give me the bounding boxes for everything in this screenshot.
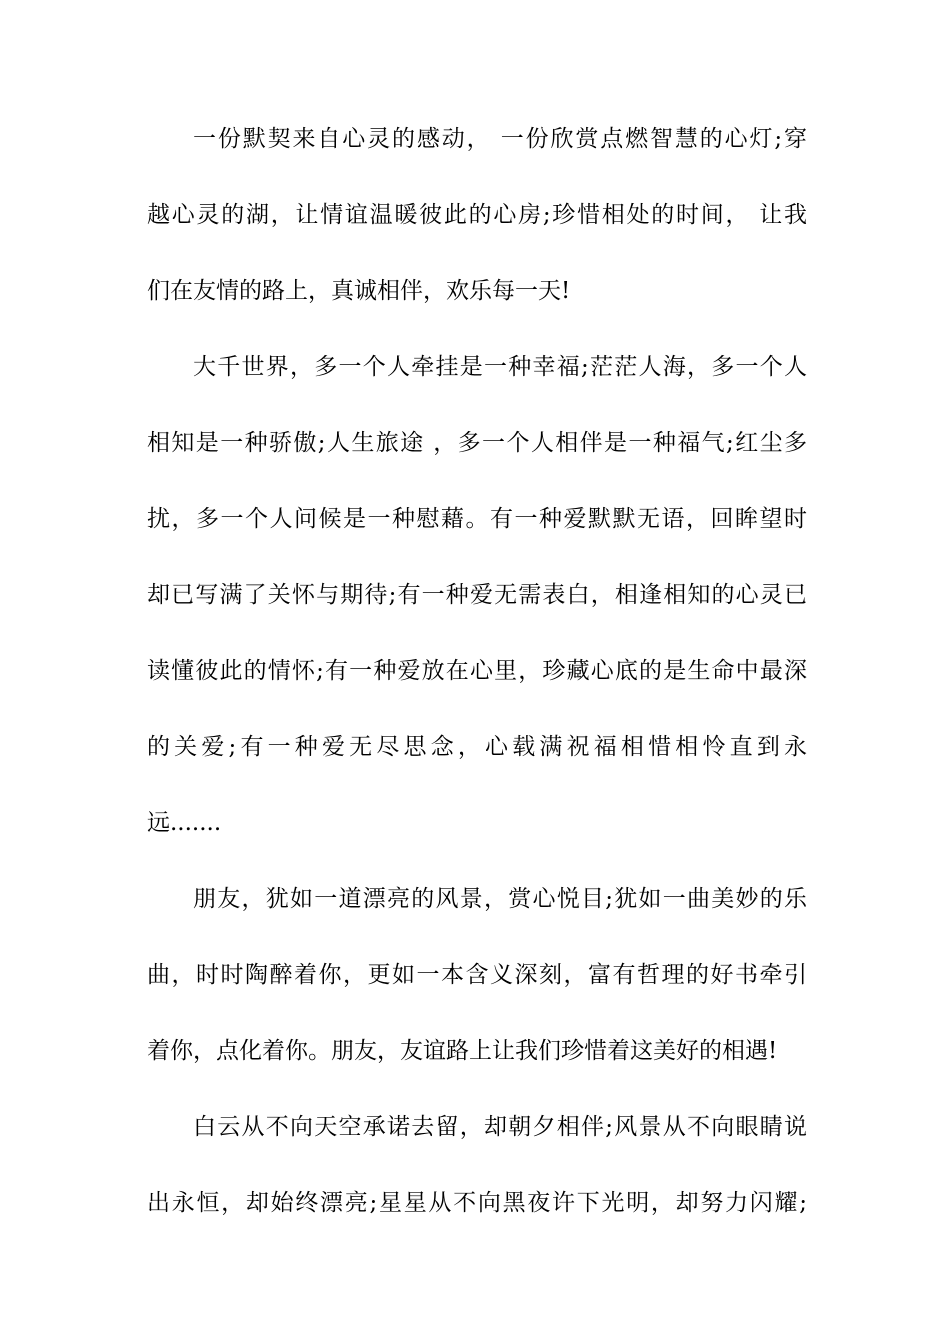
paragraph-2-line-2: 相知是一种骄傲;人生旅途 ，多一个人相伴是一种福气;红尘多 [147,430,807,456]
paragraph-2-line-6: 的关爱;有一种爱无尽思念，心载满祝福相惜相怜直到永 [147,734,807,760]
paragraph-2-line-4: 却已写满了关怀与期待;有一种爱无需表白，相逢相知的心灵已 [147,582,807,608]
paragraph-4-line-2: 出永恒，却始终漂亮;星星从不向黑夜许下光明，却努力闪耀; [147,1190,807,1216]
document-body [147,126,807,1266]
paragraph-1-line-1: 一份默契来自心灵的感动， 一份欣赏点燃智慧的心灯;穿 [193,126,807,152]
paragraph-3-line-1: 朋友，犹如一道漂亮的风景，赏心悦目;犹如一曲美妙的乐 [193,886,807,912]
paragraph-1-line-2: 越心灵的湖，让情谊温暖彼此的心房;珍惜相处的时间， 让我 [147,202,807,228]
paragraph-2-line-1: 大千世界，多一个人牵挂是一种幸福;茫茫人海，多一个人 [193,354,807,380]
paragraph-4-line-1: 白云从不向天空承诺去留，却朝夕相伴;风景从不向眼睛说 [193,1114,807,1140]
paragraph-2-line-5: 读懂彼此的情怀;有一种爱放在心里，珍藏心底的是生命中最深 [147,658,807,684]
paragraph-2-line-3: 扰，多一个人问候是一种慰藉。有一种爱默默无语，回眸望时 [147,506,807,532]
paragraph-2-line-7: 远....... [147,810,222,836]
paragraph-1-line-3: 们在友情的路上，真诚相伴，欢乐每一天! [147,278,571,304]
paragraph-3-line-2: 曲，时时陶醉着你，更如一本含义深刻，富有哲理的好书牵引 [147,962,807,988]
paragraph-3-line-3: 着你，点化着你。朋友，友谊路上让我们珍惜着这美好的相遇! [147,1038,778,1064]
